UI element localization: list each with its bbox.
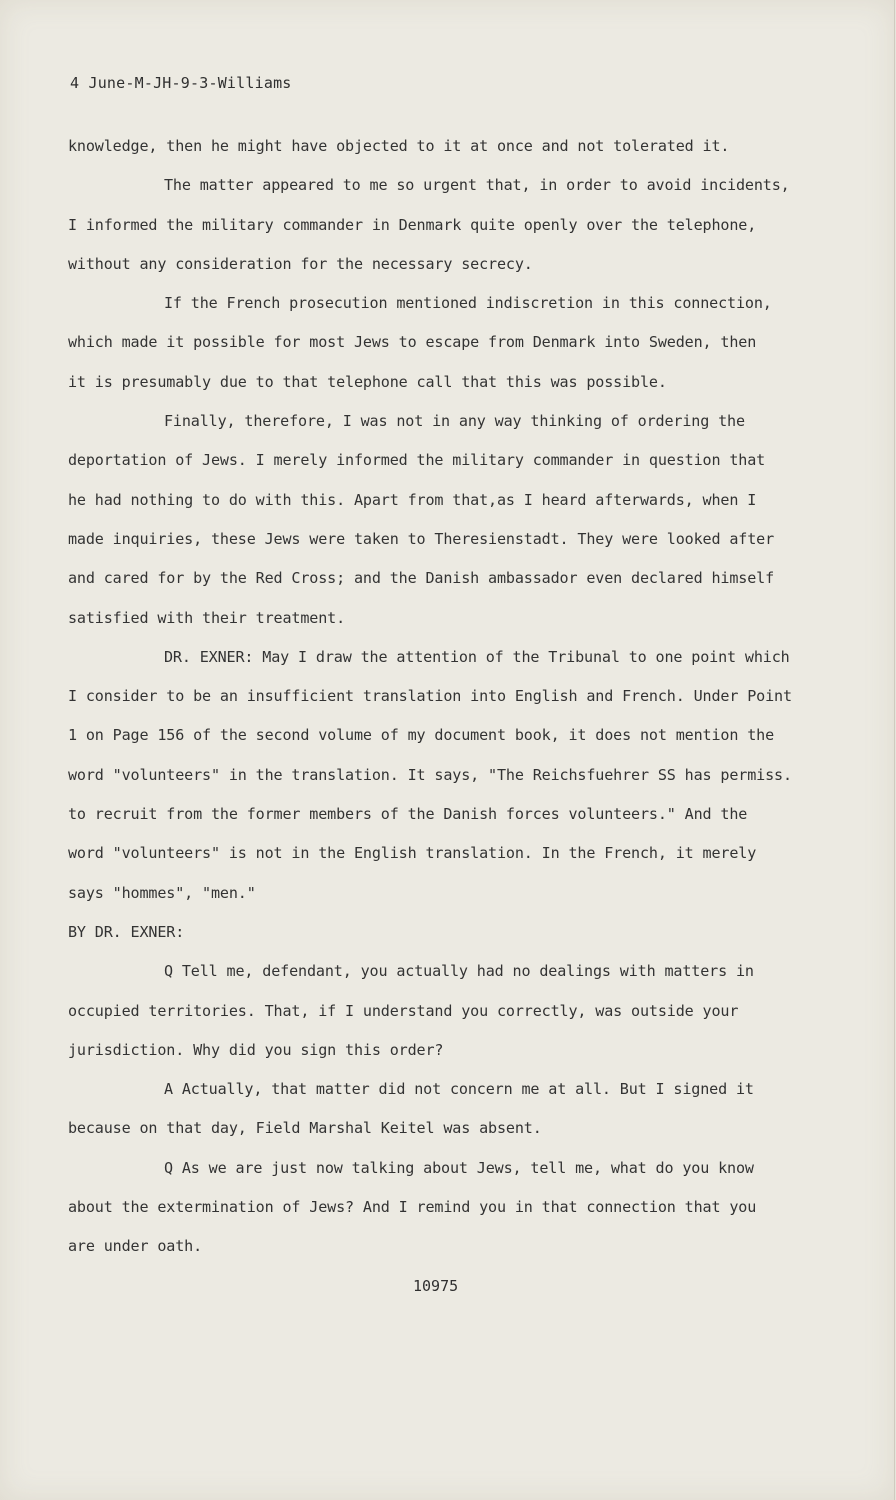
transcript-line: I consider to be an insufficient translation into English and French. Under Point [68,687,792,706]
transcript-line: 1 on Page 156 of the second volume of my document book, it does not mention the [68,726,775,745]
transcript-line: knowledge, then he might have objected to it at once and not tolerated it. [68,137,730,155]
transcript-line: word "volunteers" in the translation. It says, "The Reichsfuehrer SS has permiss. [68,765,792,784]
transcript-line: DR. EXNER: May I draw the attention of the Tribunal to one point which [164,647,790,666]
transcript-line: and cared for by the Red Cross; and the Danish ambassador even declared himself [68,569,775,588]
transcript-line: Q Tell me, defendant, you actually had no dealings with matters in [164,962,754,981]
transcript-line: are under oath. [68,1237,203,1256]
page-header: 4 June-M-JH-9-3-Williams [70,74,292,92]
transcript-line: without any consideration for the necessary secrecy. [68,254,533,273]
transcript-line: because on that day, Field Marshal Keitel was absent. [68,1119,542,1138]
transcript-line: BY DR. EXNER: [68,922,185,941]
transcript-line: made inquiries, these Jews were taken to Theresienstadt. They were looked after [68,529,775,548]
transcript-line: A Actually, that matter did not concern me at all. But I signed it [164,1080,754,1099]
transcript-line: occupied territories. That, if I understand you correctly, was outside your [68,1001,739,1020]
transcript-line: Q As we are just now talking about Jews, tell me, what do you know [164,1158,754,1177]
transcript-line: it is presumably due to that telephone call that this was possible. [68,372,667,391]
transcript-line: jurisdiction. Why did you sign this order? [68,1040,444,1059]
transcript-line: deportation of Jews. I merely informed the military commander in question that [68,451,766,470]
transcript-line: If the French prosecution mentioned indiscretion in this connection, [164,294,772,313]
transcript-line: I informed the military commander in Denmark quite openly over the telephone, [68,215,757,234]
transcript-line: he had nothing to do with this. Apart from that,as I heard afterwards, when I [68,490,757,509]
transcript-line: Finally, therefore, I was not in any way thinking of ordering the [164,412,745,431]
page-number: 10975 [413,1277,459,1295]
transcript-line: to recruit from the former members of the Danish forces volunteers." And the [68,805,748,824]
transcript-line: word "volunteers" is not in the English translation. In the French, it merely [68,844,757,863]
transcript-line: The matter appeared to me so urgent that, in order to avoid incidents, [164,176,790,195]
transcript-line: says "hommes", "men." [68,883,256,902]
transcript-body [68,127,848,1267]
transcript-line: satisfied with their treatment. [68,608,346,627]
transcript-line: which made it possible for most Jews to escape from Denmark into Sweden, then [68,333,757,352]
transcript-line: about the extermination of Jews? And I remind you in that connection that you [68,1198,757,1217]
